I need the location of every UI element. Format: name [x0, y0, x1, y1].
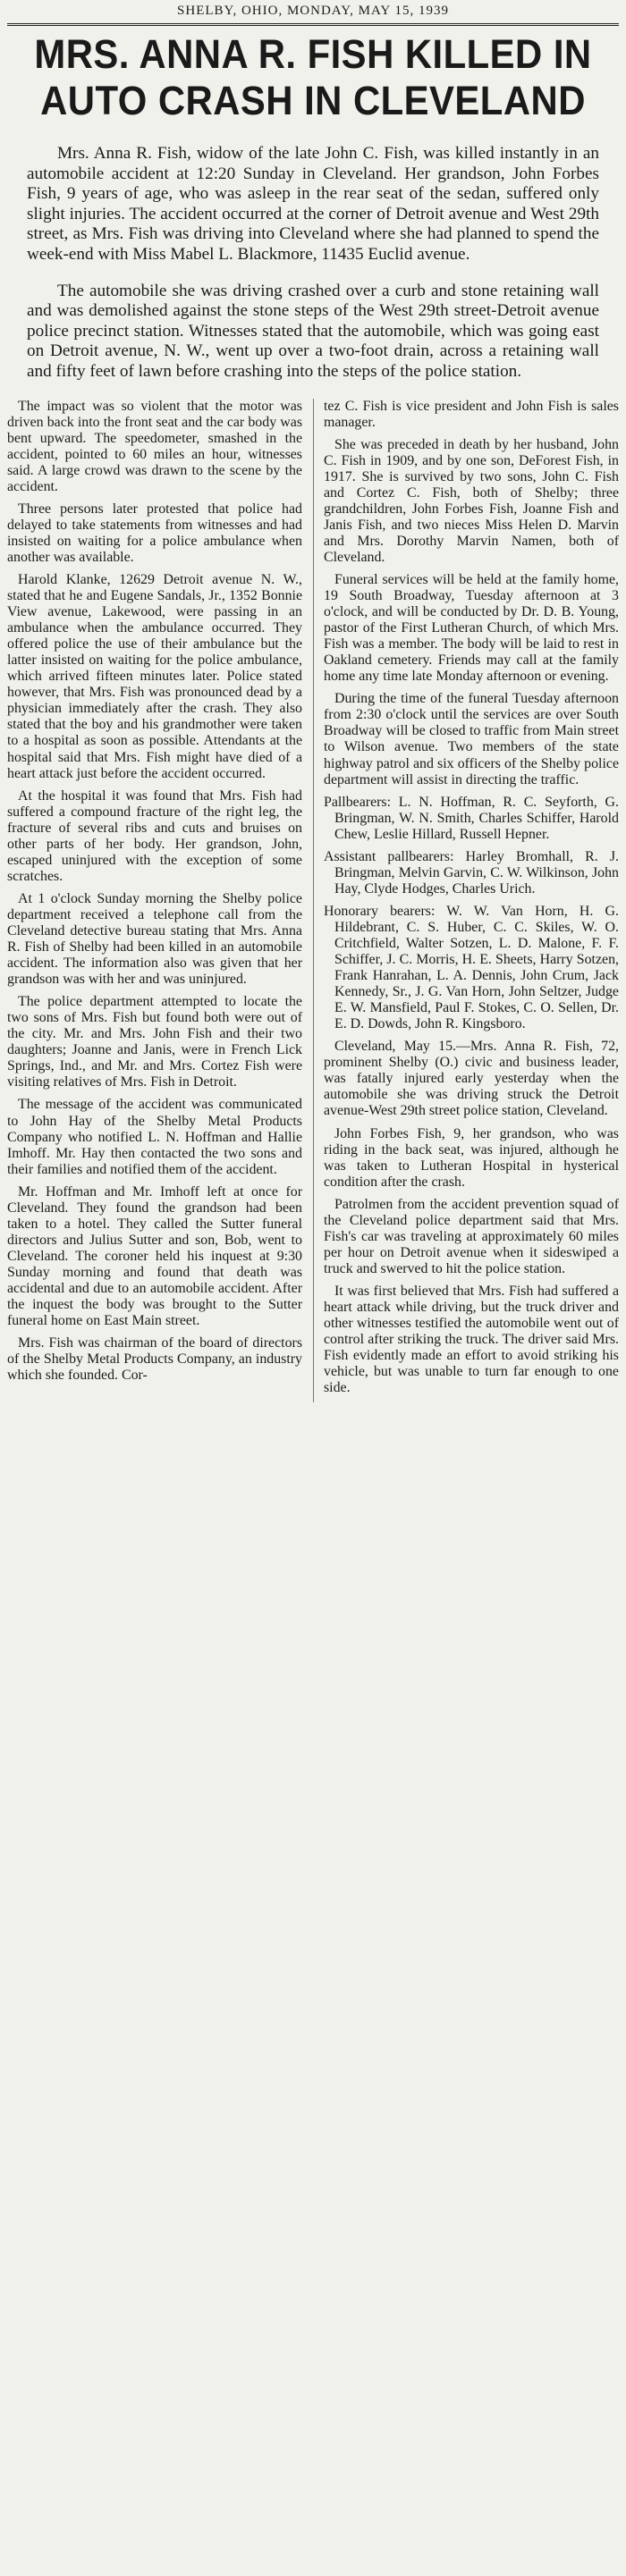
headline	[29, 31, 597, 124]
body-paragraph: The police department attempted to locate the two sons of Mrs. Fish but found both were out of the city. Mr. and Mrs. John Fish and their two daughters; Joanne and Janis, were in French Lick Springs, Ind., and Mr. and Mrs. Cortez Fish were visiting relatives of Mrs. Fish in Detroit.	[7, 994, 302, 1090]
body-paragraph: At the hospital it was found that Mrs. Fish had suffered a compound fracture of the right leg, the fracture of several ribs and cuts and bruises on other parts of her body. Her grandson, John, escaped uninjured with the exception of some scratches.	[7, 787, 302, 884]
headline-line-2: AUTO CRASH IN CLEVELAND	[40, 78, 586, 123]
article-columns	[7, 399, 619, 1403]
body-paragraph: Harold Klanke, 12629 Detroit avenue N. W., stated that he and Eugene Sandals, Jr., 1352 Bonnie View avenue, Lakewood, were passing in an ambulance when the ambulance occurred. They offered police the use of their ambulance but the latter insisted on waiting for the police ambulance, which arrived fifteen minutes later. Police stated however, that Mrs. Fish was pronounced dead by a physician immediately after the crash. They also stated that the boy and his grandmother were taken to a hospital as soon as possible. Attendants at the hospital said that Mrs. Fish might have died of a heart attack just before the accident occurred.	[7, 572, 302, 781]
body-paragraph: At 1 o'clock Sunday morning the Shelby police department received a telephone call from the Cleveland detective bureau stating that Mrs. Anna R. Fish of Shelby had been killed in an automobile accident. The information also was given that her grandson was with her and was uninjured.	[7, 890, 302, 988]
headline-line-1: MRS. ANNA R. FISH KILLED IN	[34, 31, 592, 77]
body-paragraph: Cleveland, May 15.—Mrs. Anna R. Fish, 72, prominent Shelby (O.) civic and business leader, was fatally injured early yesterday when the automobile she was driving struck the Detroit avenue-West 29th street police station, Cleveland.	[324, 1039, 619, 1119]
body-paragraph: Patrolmen from the accident prevention squad of the Cleveland police department said that Mrs. Fish's car was traveling at approximately 60 miles per hour on Detroit avenue when it sideswiped a truck and swerved to hit the police station.	[324, 1196, 619, 1276]
honorary-bearers-list: Honorary bearers: W. W. Van Horn, H. G. Hildebrant, C. S. Huber, C. C. Skiles, W. O. Critchfield, Walter Sotzen, L. D. Malone, F. F. Schiffer, J. C. Morris, H. E. Sheets, Harry Sotzen, Frank Hanrahan, L. A. Dennis, John Crum, Jack Kennedy, Sr., J. G. Van Horn, John Seltzer, Judge E. W. Mansfield, Paul F. Stokes, C. O. Sellen, Dr. E. D. Dowds, John R. Kingsboro.	[324, 903, 619, 1032]
column-rule	[313, 399, 314, 1403]
assistant-pallbearers-list: Assistant pallbearers: Harley Bromhall, R. J. Bringman, Melvin Garvin, C. W. Wilkinson, John Hay, Clyde Hodges, Charles Urich.	[324, 848, 619, 897]
body-paragraph: Mrs. Fish was chairman of the board of directors of the Shelby Metal Products Company, an industry which she founded. Cor-	[7, 1335, 302, 1384]
body-paragraph: During the time of the funeral Tuesday afternoon from 2:30 o'clock until the services are over South Broadway will be closed to traffic from Main street to Wilson avenue. Two members of the state highway patrol and six officers of the Shelby police department will assist in directing the traffic.	[324, 691, 619, 787]
body-paragraph: tez C. Fish is vice president and John Fish is sales manager.	[324, 398, 619, 430]
body-paragraph: The impact was so violent that the motor was driven back into the front seat and the car body was bent upward. The speedometer, smashed in the accident, pointed to 60 miles an hour, witnesses said. A large crowd was drawn to the scene by the accident.	[7, 398, 302, 494]
body-paragraph: Three persons later protested that police had delayed to take statements from witnesses and had insisted on waiting for a police ambulance when another was available.	[7, 501, 302, 565]
dateline: SHELBY, OHIO, MONDAY, MAY 15, 1939	[7, 0, 619, 26]
body-paragraph: It was first believed that Mrs. Fish had suffered a heart attack while driving, but the truck driver and other witnesses testified the automobile went out of control after striking the truck. The driver said Mrs. Fish evidently made an effort to avoid striking his vehicle, but was unable to turn far enough to one side.	[324, 1283, 619, 1396]
pallbearers-list: Pallbearers: L. N. Hoffman, R. C. Seyforth, G. Bringman, W. N. Smith, Charles Schiffer, Harold Chew, Leslie Hillard, Russell Hepner.	[324, 794, 619, 842]
body-paragraph: The message of the accident was communicated to John Hay of the Shelby Metal Products Company who notified L. N. Hoffman and Hallie Imhoff. Mr. Hay then contacted the two sons and their families and notified them of the accident.	[7, 1097, 302, 1177]
lead-paragraph: Mrs. Anna R. Fish, widow of the late John C. Fish, was killed instantly in an automobile accident at 12:20 Sunday in Cleveland. Her grandson, John Forbes Fish, 9 years of age, who was asleep in the rear seat of the sedan, suffered only slight injuries. The accident occurred at the corner of Detroit avenue and West 29th street, as Mrs. Fish was driving into Cleveland where she had planned to spend the week-end with Miss Mabel L. Blackmore, 11435 Euclid avenue.	[27, 144, 599, 264]
body-paragraph: Mr. Hoffman and Mr. Imhoff left at once for Cleveland. They found the grandson had been taken to a hotel. They called the Sutter funeral directors and Julius Sutter and son, Bob, went to Cleveland. The coroner held his inquest at 9:30 Sunday morning and found that death was accidental and due to an automobile accident. After the inquest the body was brought to the Sutter funeral home on East Main street.	[7, 1183, 302, 1329]
body-paragraph: John Forbes Fish, 9, her grandson, who was riding in the back seat, was injured, although he was taken to Lutheran Hospital in hysterical condition after the crash.	[324, 1125, 619, 1190]
lead-paragraph: The automobile she was driving crashed over a curb and stone retaining wall and was demolished against the stone steps of the West 29th street-Detroit avenue police precinct station. Witnesses stated that the automobile, which was going east on Detroit avenue, N. W., went up over a two-foot drain, across a retaining wall and fifty feet of lawn before crashing into the steps of the police station.	[27, 281, 599, 381]
lead-paragraphs	[27, 144, 599, 383]
left-column	[7, 399, 302, 1403]
right-column	[324, 399, 619, 1403]
body-paragraph: She was preceded in death by her husband, John C. Fish in 1909, and by one son, DeForest Fish, in 1917. She is survived by two sons, John C. Fish and Cortez C. Fish, both of Shelby; three grandchildren, John Forbes Fish, Joanne Fish and Janis Fish, and two nieces Miss Helen D. Marvin and Mrs. Dorothy Marvin Namen, both of Cleveland.	[324, 436, 619, 565]
body-paragraph: Funeral services will be held at the family home, 19 South Broadway, Tuesday afternoon at 3 o'clock, and will be conducted by Dr. D. B. Young, pastor of the First Lutheran Church, of which Mrs. Fish was a member. The body will be laid to rest in Oakland cemetery. Friends may call at the family home any time late Monday afternoon or evening.	[324, 572, 619, 685]
